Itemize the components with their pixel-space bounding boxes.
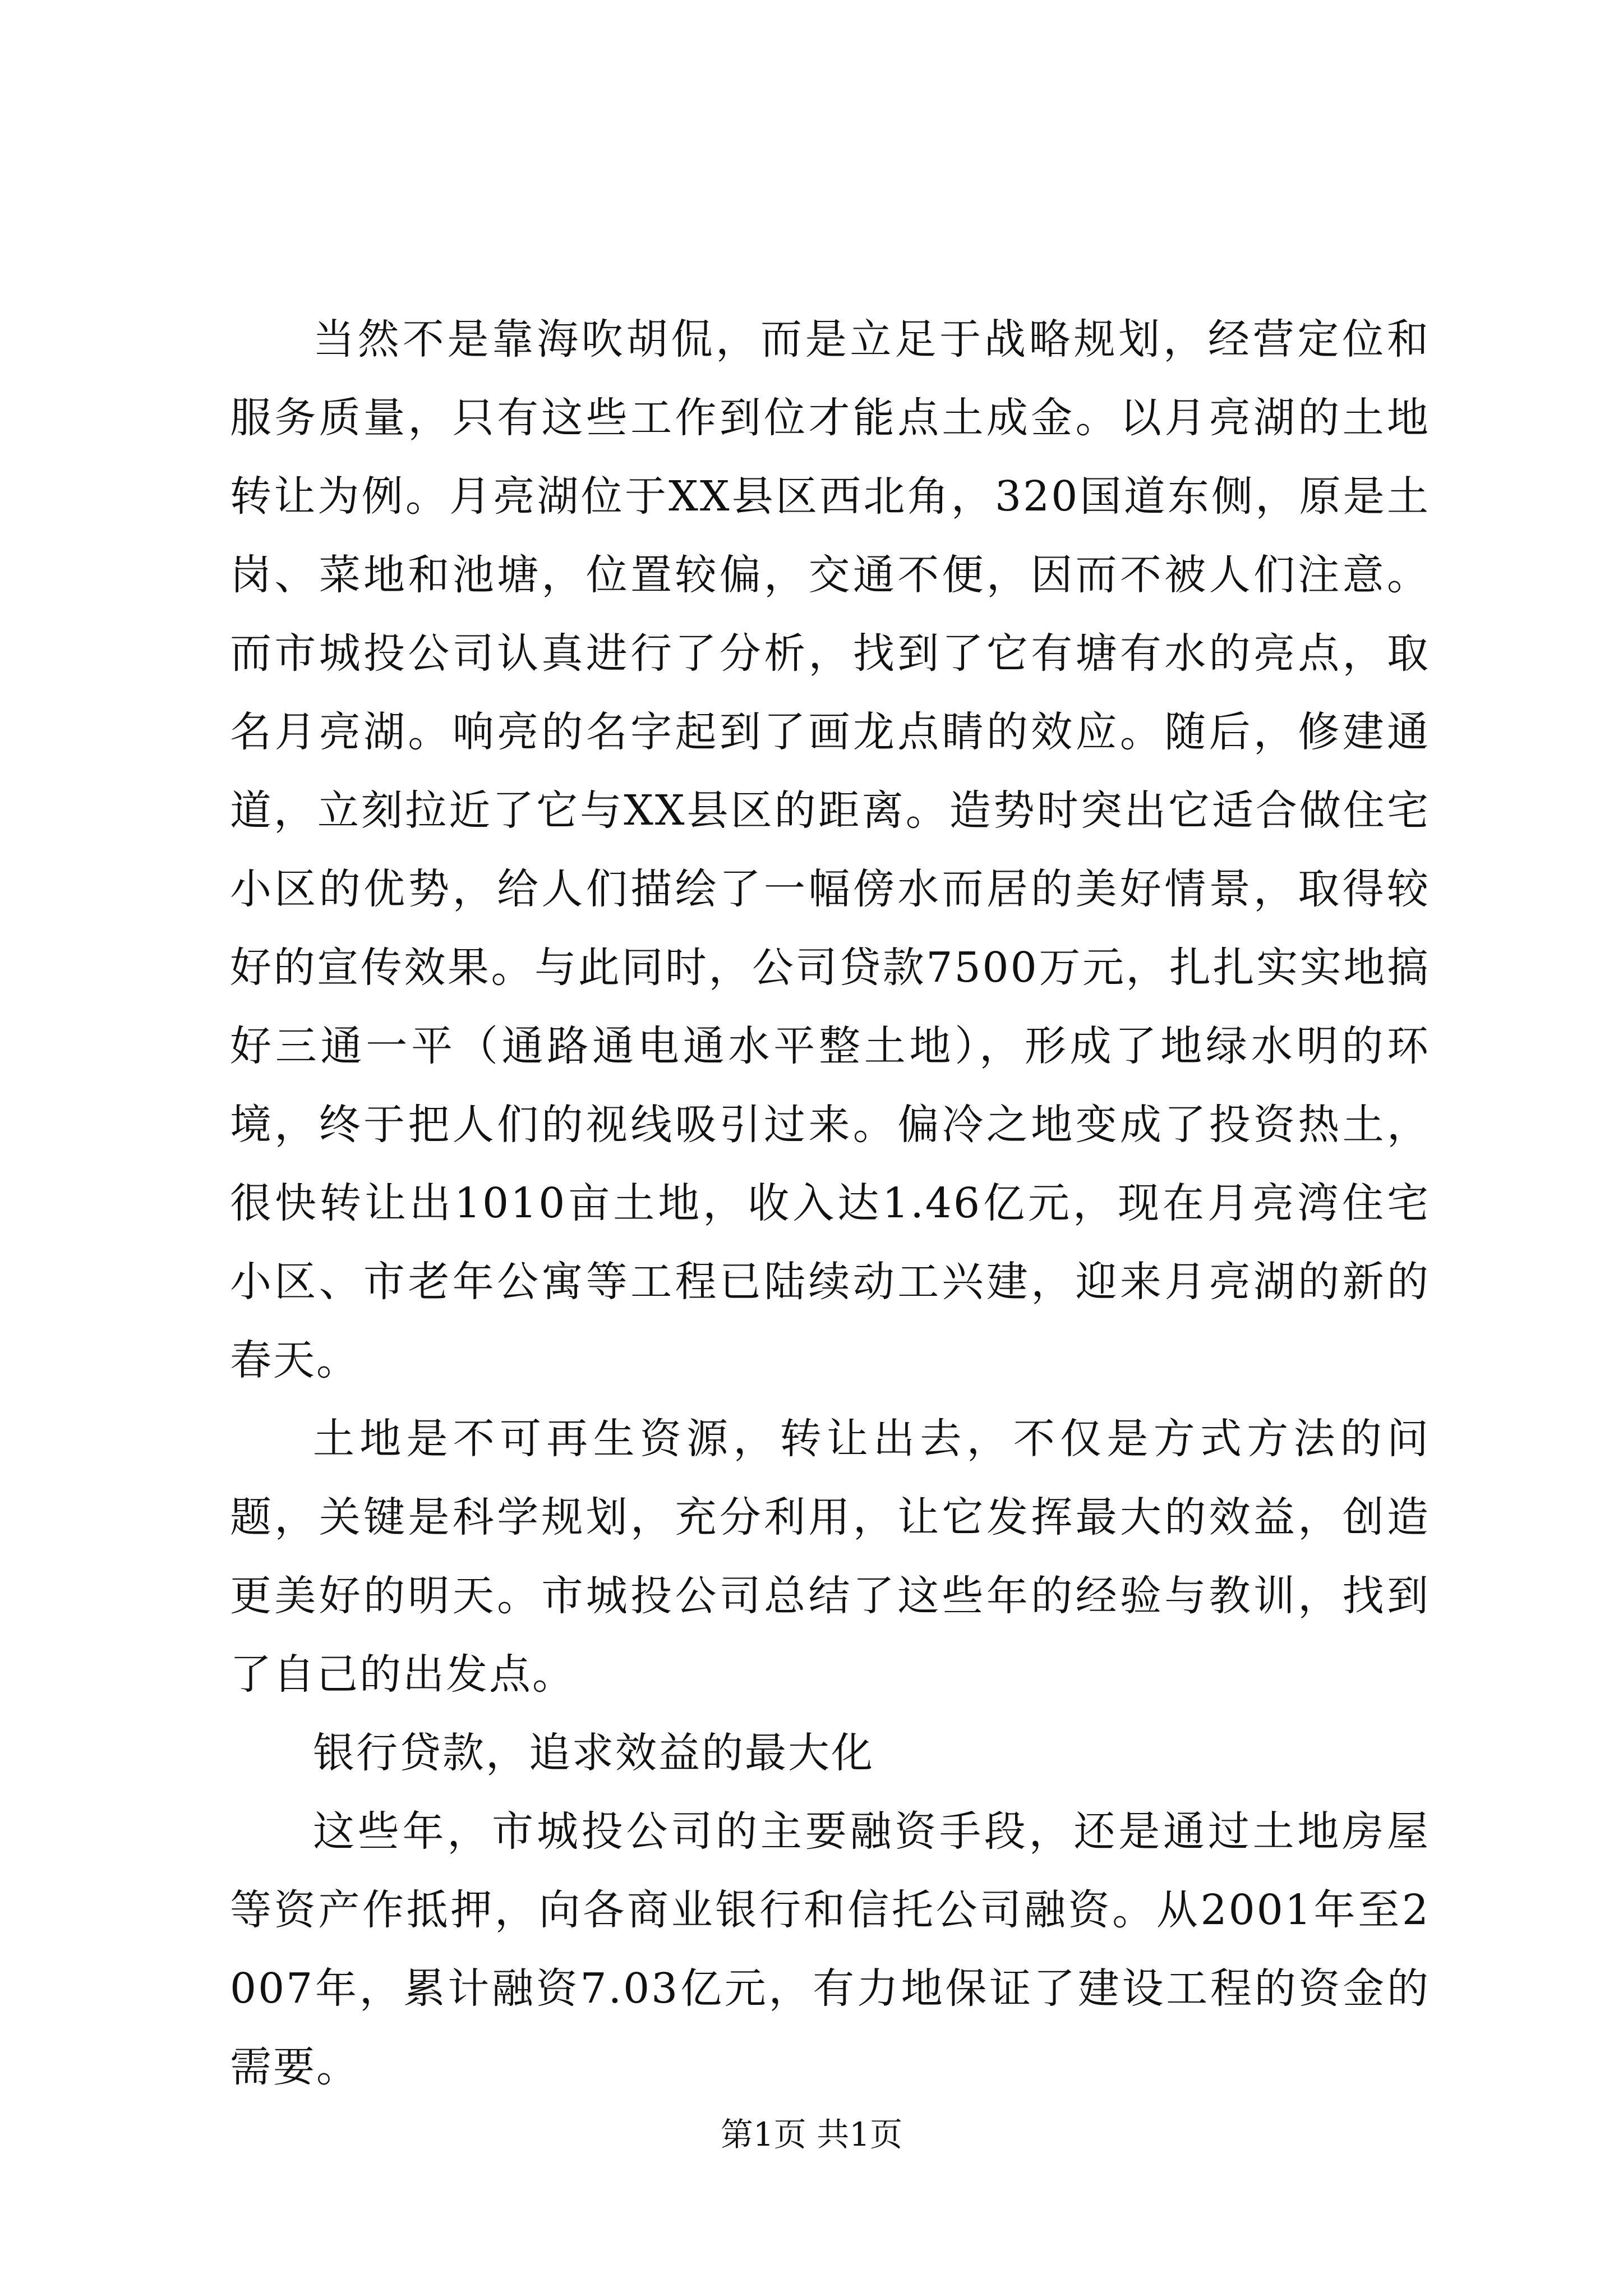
- paragraph-2: 土地是不可再生资源，转让出去，不仅是方式方法的问题，关键是科学规划，充分利用，让它发挥最大的效益，创造更美好的明天。市城投公司总结了这些年的经验与教训，找到了自己的出发点。: [230, 1415, 1430, 1699]
- paragraph-3: 这些年，市城投公司的主要融资手段，还是通过土地房屋等资产作抵押，向各商业银行和信托公司融资。从2001年至2007年，累计融资7.03亿元，有力地保证了建设工程的资金的需要。: [230, 1807, 1430, 2091]
- document-body: [230, 300, 1430, 2106]
- section-heading: 银行贷款，追求效益的最大化: [313, 1729, 874, 1777]
- page-footer: 第1页 共1页: [720, 2115, 903, 2154]
- paragraph-1: 当然不是靠海吹胡侃，而是立足于战略规划，经营定位和服务质量，只有这些工作到位才能点土成金。以月亮湖的土地转让为例。月亮湖位于XX县区西北角，320国道东侧，原是土岗、菜地和池塘，位置较偏，交通不便，因而不被人们注意。而市城投公司认真进行了分析，找到了它有塘有水的亮点，取名月亮湖。响亮的名字起到了画龙点睛的效应。随后，修建通道，立刻拉近了它与XX县区的距离。造势时突出它适合做住宅小区的优势，给人们描绘了一幅傍水而居的美好情景，取得较好的宣传效果。与此同时，公司贷款7500万元，扎扎实实地搞好三通一平（通路通电通水平整土地），形成了地绿水明的环境，终于把人们的视线吸引过来。偏冷之地变成了投资热土，很快转让出1010亩土地，收入达1.46亿元，现在月亮湾住宅小区、市老年公寓等工程已陆续动工兴建，迎来月亮湖的新的春天。: [230, 315, 1430, 1384]
